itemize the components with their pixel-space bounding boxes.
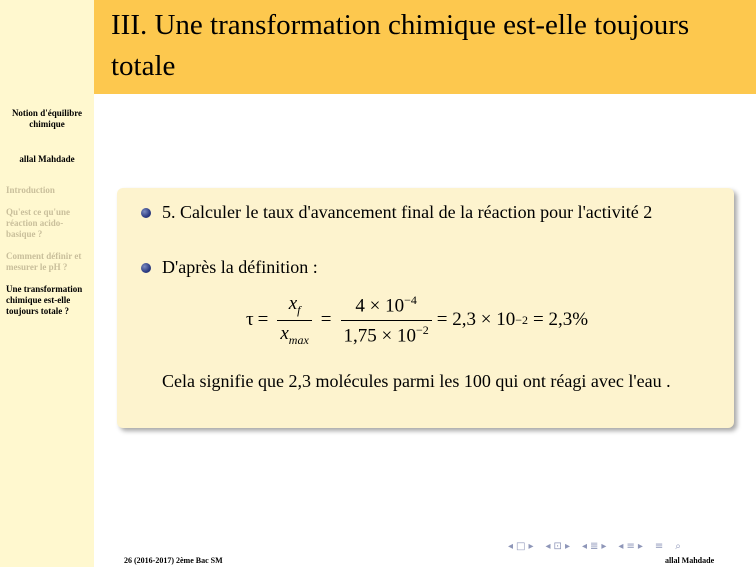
slide-title: III. Une transformation chimique est-elle toujours totale xyxy=(111,9,690,82)
frac-denominator: 1,75 × 10 xyxy=(343,324,416,346)
sidebar xyxy=(0,0,94,567)
sidebar-item-ph[interactable]: Comment définir et mesurer le pH ? xyxy=(6,251,82,272)
formula-result: = 2,3 × 10 xyxy=(436,309,516,330)
frac-denominator: x xyxy=(280,322,289,344)
slide-header xyxy=(94,0,756,94)
next-subsection-icon[interactable]: ▸ xyxy=(564,540,570,552)
next-frame-icon[interactable]: ▸ xyxy=(528,540,534,552)
prev-subsection-icon[interactable]: ◂ xyxy=(545,540,551,552)
next-section-icon[interactable]: ▸ xyxy=(601,540,607,552)
sidebar-item-introduction[interactable]: Introduction xyxy=(6,185,55,195)
prev-section-icon[interactable]: ◂ xyxy=(581,540,587,552)
formula-equals: = xyxy=(257,309,269,330)
sidebar-item-acido-basique[interactable]: Qu'est ce qu'une réaction acido-basique ? xyxy=(6,207,71,239)
frac-numerator-sub: f xyxy=(297,302,301,317)
formula xyxy=(246,291,588,349)
frame-icon[interactable]: □ xyxy=(516,540,526,552)
frac-numerator: x xyxy=(288,292,298,314)
prev-doc-icon[interactable]: ◂ xyxy=(618,540,624,552)
subsection-icon[interactable]: ⊡ xyxy=(553,540,562,552)
sidebar-author: allal Mahdade xyxy=(19,154,75,164)
sidebar-title: Notion d'équilibre chimique xyxy=(11,108,83,129)
section-icon[interactable]: ≣ xyxy=(590,540,599,552)
prev-frame-icon[interactable]: ◂ xyxy=(508,540,514,552)
conclusion-text: Cela signifie que 2,3 molécules parmi les 100 qui ont réagi avec l'eau . xyxy=(162,371,671,391)
fraction-definition xyxy=(277,293,311,348)
bullet-icon xyxy=(141,263,151,273)
bullet-text: D'après la définition : xyxy=(162,257,318,277)
frac-denominator-sub: max xyxy=(288,332,309,347)
doc-icon[interactable]: ≡ xyxy=(626,540,635,552)
sidebar-nav xyxy=(6,185,92,328)
formula-result-exp: −2 xyxy=(515,312,528,327)
footer-left: 26 (2016-2017) 2ème Bac SM xyxy=(124,556,223,565)
fraction-values xyxy=(341,293,432,347)
frac-numerator: 4 × 10 xyxy=(355,295,405,317)
sidebar-item-transformation-totale[interactable]: Une transformation chimique est-elle toujours totale ? xyxy=(6,284,83,316)
beamer-navigation xyxy=(508,540,681,552)
frac-denominator-exp: −2 xyxy=(415,322,429,337)
content-block xyxy=(117,188,734,428)
formula-percent: = 2,3% xyxy=(532,309,589,330)
appendix-icon[interactable]: ≡ xyxy=(654,540,664,552)
footer-right: allal Mahdade xyxy=(665,556,715,565)
search-icon[interactable]: ⌕ xyxy=(675,540,681,552)
formula-equals: = xyxy=(320,309,332,330)
frac-numerator-exp: −4 xyxy=(404,293,417,308)
bullet-text: 5. Calculer le taux d'avancement final de la réaction pour l'activité 2 xyxy=(162,202,653,222)
next-doc-icon[interactable]: ▸ xyxy=(637,540,643,552)
formula-lhs: τ xyxy=(246,309,254,330)
bullet-icon xyxy=(141,208,151,218)
